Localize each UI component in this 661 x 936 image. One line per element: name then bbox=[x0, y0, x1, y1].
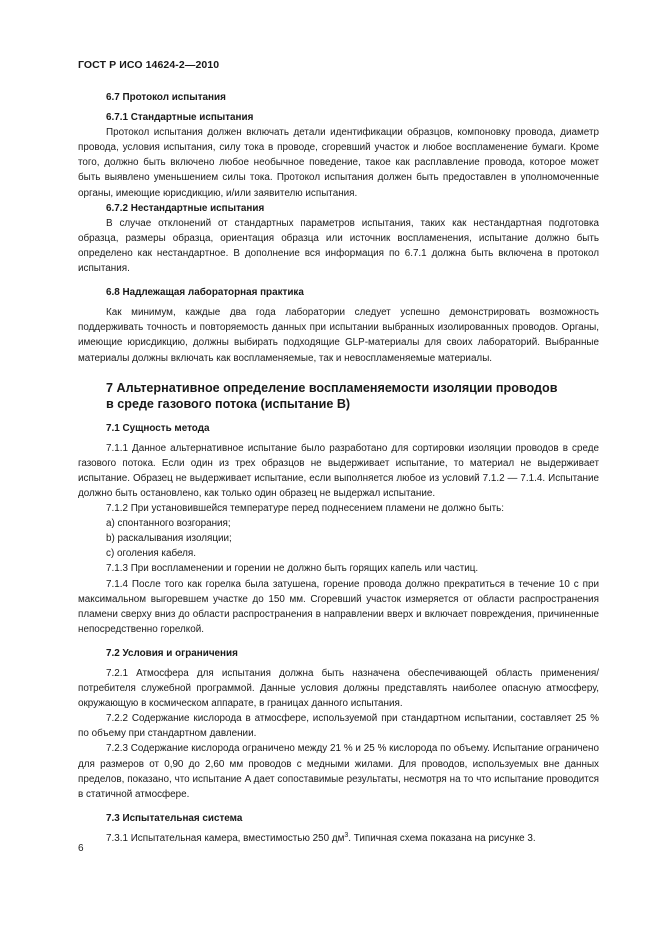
paragraph-7-1-3: 7.1.3 При воспламенении и горении не должно быть горящих капель или частиц. bbox=[106, 563, 479, 575]
section-heading-7-1: 7.1 Сущность метода bbox=[106, 422, 210, 434]
paragraph-7-2-2: 7.2.2 Содержание кислорода в атмосфере, используемой при стандартном испытании, составляет 25 % по объему при стандартном давлении. bbox=[78, 713, 599, 740]
paragraph-7-3-1-text: 7.3.1 Испытательная камера, вместимостью 250 дм bbox=[106, 832, 345, 844]
document-header: ГОСТ Р ИСО 14624-2—2010 bbox=[78, 59, 220, 71]
chapter-heading-7-line-1: 7 Альтернативное определение воспламеняемости изоляции проводов bbox=[106, 380, 558, 395]
subsection-heading-6-7-1: 6.7.1 Стандартные испытания bbox=[106, 112, 254, 124]
superscript-3: 3 bbox=[344, 831, 349, 839]
chapter-heading-7-line-2: в среде газового потока (испытание B) bbox=[106, 396, 351, 411]
paragraph-6-8: Как минимум, каждые два года лаборатории следует успешно демонстрировать возможность поддерживать точность и повторяемость данных при испытании выбранных изолированных проводов. Органы, имеющие юрисдикцию, должны выбирать подходящие GLP-материалы для своих лабораторий. Выбранные материалы должны включать как воспламеняемые, так и невоспламеняемые материалы. bbox=[78, 307, 599, 364]
document-body bbox=[78, 90, 599, 846]
paragraph-7-2-1: 7.2.1 Атмосфера для испытания должна быть назначена обеспечивающей область применения/потребителя служебной программой. Данные условия должны представлять наиболее опасную атмосферу, окружающую в космическом аппарате, в границах данного испытания. bbox=[78, 668, 599, 710]
paragraph-7-3-1-tail: . Типичная схема показана на рисунке 3. bbox=[348, 832, 536, 844]
section-heading-7-2: 7.2 Условия и ограничения bbox=[106, 647, 238, 659]
paragraph-7-1-4: 7.1.4 После того как горелка была затушена, горение провода должно прекратиться в течение 10 с при максимальном выгоревшем участке до 150 мм. Сгоревший участок измеряется от области распространения пламени сверху вниз до области распространения в направлении вверх и включает повреждения, причиненные непосредственно горелкой. bbox=[78, 578, 599, 635]
list-item: c) оголения кабеля. bbox=[106, 548, 197, 560]
paragraph-6-7-1: Протокол испытания должен включать детали идентификации образцов, компоновку провода, диаметр провода, условия испытания, силу тока в проводе, сгоревший участок и любое воспламенение бумаги. Кроме того, должно быть включено любое необычное поведение, такое как расплавление провода, которое может быть выявлено уменьшением силы тока. Протокол испытания должен быть предоставлен в уполномоченные органы, имеющие юрисдикцию, и/или заявителю испытания. bbox=[78, 127, 599, 199]
paragraph-6-7-2: В случае отклонений от стандартных параметров испытания, таких как нестандартная подготовка образца, размеры образца, ориентация образца или источник воспламенения, испытание должно быть определено как нестандартное. В дополнение вся информация по 6.7.1 должна быть включена в протокол испытания. bbox=[78, 217, 599, 275]
section-heading-6-8: 6.8 Надлежащая лабораторная практика bbox=[106, 287, 304, 299]
subsection-heading-6-7-2: 6.7.2 Нестандартные испытания bbox=[106, 202, 265, 214]
list-item: b) раскалывания изоляции; bbox=[106, 533, 232, 545]
list-item: a) спонтанного возгорания; bbox=[106, 518, 231, 530]
chapter-heading-7 bbox=[78, 380, 599, 412]
paragraph-7-2-3: 7.2.3 Содержание кислорода ограничено между 21 % и 25 % кислорода по объему. Испытание ограничено для размеров от 0,90 до 2,60 мм проводов с медными жилами. Для проводов, используемых вне данных пределов, показано, что испытание A дает сопоставимые результаты, несмотря на то что испытание проводится в статичной атмосфере. bbox=[78, 743, 599, 800]
page-number: 6 bbox=[78, 843, 84, 854]
paragraph-7-3-1 bbox=[78, 831, 599, 846]
section-heading-6-7: 6.7 Протокол испытания bbox=[106, 92, 226, 103]
paragraph-7-1-2: 7.1.2 При установившейся температуре перед поднесением пламени не должно быть: bbox=[106, 503, 505, 515]
section-heading-7-3: 7.3 Испытательная система bbox=[106, 812, 243, 824]
paragraph-7-1-1: 7.1.1 Данное альтернативное испытание было разработано для сортировки изоляции проводов в среде газового потока. Если один из трех образцов не выдерживает испытание, то материал не выдерживает испытание. Образец не выдерживает испытание, если выполняется любое из условий 7.1.2 — 7.1.4. Испытание должно быть остановлено, как только один образец не выдержал испытание. bbox=[78, 442, 599, 499]
